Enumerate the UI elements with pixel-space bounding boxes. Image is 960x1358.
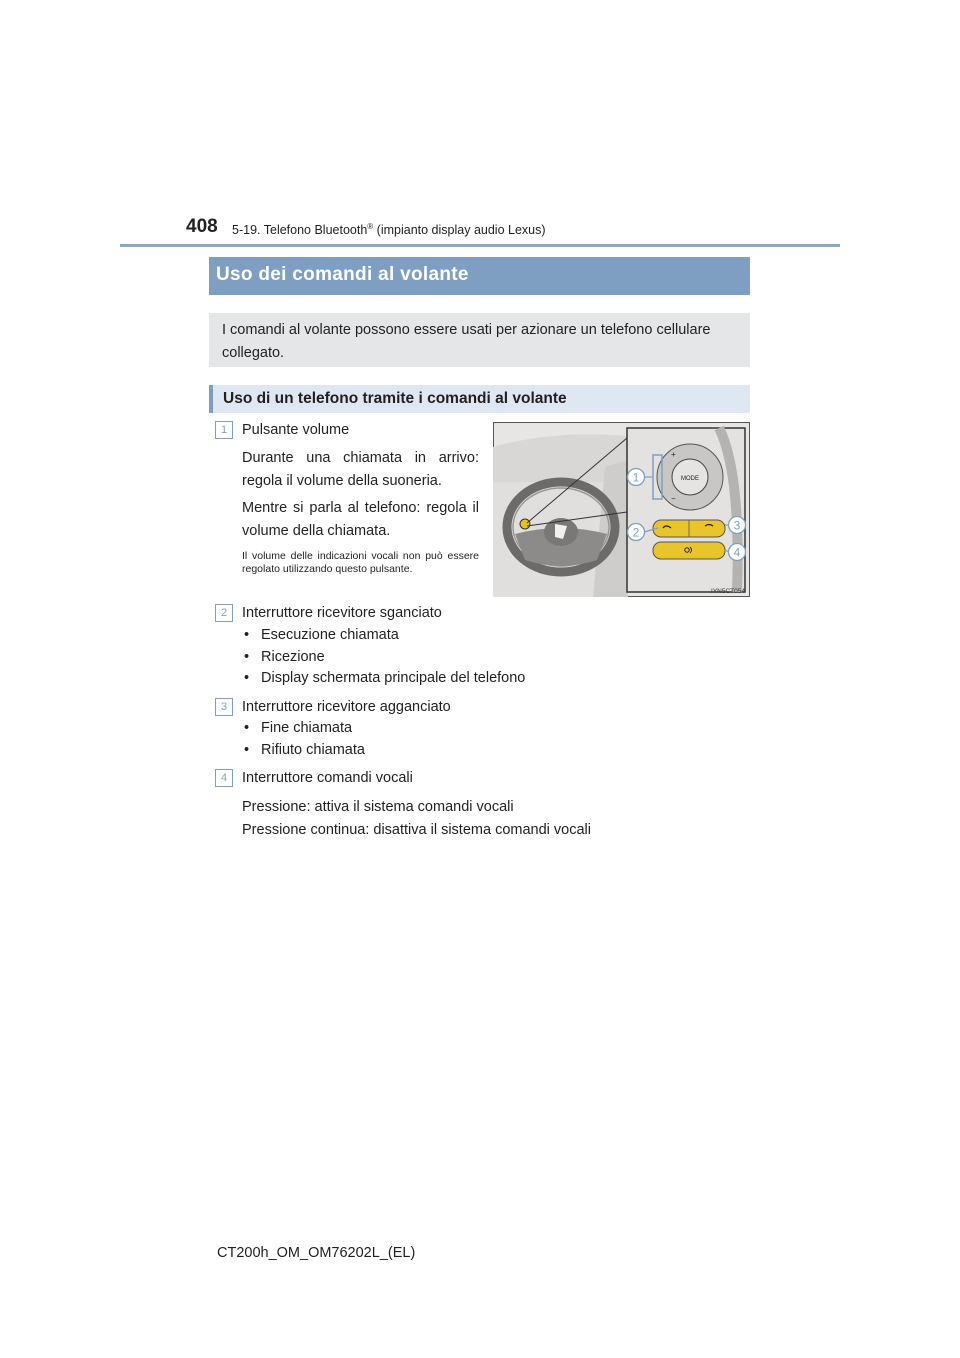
bullet-text: Esecuzione chiamata bbox=[261, 627, 399, 643]
item-number-marker: 1 bbox=[215, 421, 233, 439]
bullet-text: Ricezione bbox=[261, 649, 325, 665]
figure-image-code: IYN5CT054 bbox=[711, 588, 745, 595]
page-number: 408 bbox=[186, 216, 218, 237]
chapter-suffix: (impianto display audio Lexus) bbox=[373, 223, 546, 238]
item-note: Il volume delle indicazioni vocali non può essere regolato utilizzando questo pulsante. bbox=[242, 550, 479, 575]
mode-button-label: MODE bbox=[681, 476, 699, 482]
item-title: Interruttore ricevitore agganciato bbox=[242, 699, 451, 715]
bullet-item bbox=[244, 720, 352, 736]
subsection-title: Uso di un telefono tramite i comandi al volante bbox=[209, 385, 750, 413]
item-number-marker: 3 bbox=[215, 698, 233, 716]
bullet-item bbox=[244, 627, 399, 643]
chapter-prefix: 5-19. Telefono Bluetooth bbox=[232, 223, 368, 238]
bullet-text: Rifiuto chiamata bbox=[261, 742, 365, 758]
item-text: Pressione continua: disattiva il sistema comandi vocali bbox=[242, 822, 591, 838]
chapter-title bbox=[232, 222, 546, 237]
bullet-glyph: • bbox=[244, 742, 250, 758]
bullet-item bbox=[244, 649, 325, 665]
item-text: Pressione: attiva il sistema comandi vocali bbox=[242, 799, 514, 815]
item-number-marker: 4 bbox=[215, 769, 233, 787]
item-title: Interruttore ricevitore sganciato bbox=[242, 605, 442, 621]
item-title: Pulsante volume bbox=[242, 422, 350, 438]
figure-callout: 4 bbox=[733, 545, 741, 560]
figure-callout: 2 bbox=[632, 525, 640, 540]
volume-plus-label: + bbox=[671, 450, 676, 459]
item-text: Durante una chiamata in arrivo: regola il volume della suoneria. bbox=[242, 450, 479, 489]
volume-minus-label: − bbox=[671, 494, 676, 503]
item-title: Interruttore comandi vocali bbox=[242, 770, 413, 786]
figure-callout: 3 bbox=[733, 518, 741, 533]
bullet-glyph: • bbox=[244, 670, 250, 686]
steering-switch-figure bbox=[493, 422, 750, 597]
header-divider bbox=[120, 244, 840, 247]
section-title: Uso dei comandi al volante bbox=[209, 257, 750, 295]
bullet-glyph: • bbox=[244, 627, 250, 643]
item-text: Mentre si parla al telefono: regola il volume della chiamata. bbox=[242, 500, 479, 539]
bullet-item bbox=[244, 670, 525, 686]
section-intro: I comandi al volante possono essere usati per azionare un telefono cellulare collegato. bbox=[209, 313, 750, 367]
bullet-glyph: • bbox=[244, 649, 250, 665]
registered-mark: ® bbox=[367, 222, 374, 231]
item-number-marker: 2 bbox=[215, 604, 233, 622]
document-code: CT200h_OM_OM76202L_(EL) bbox=[217, 1245, 416, 1261]
bullet-item bbox=[244, 742, 365, 758]
bullet-text: Display schermata principale del telefono bbox=[261, 670, 526, 686]
bullet-text: Fine chiamata bbox=[261, 720, 353, 736]
bullet-glyph: • bbox=[244, 720, 250, 736]
figure-callout: 1 bbox=[632, 470, 640, 485]
